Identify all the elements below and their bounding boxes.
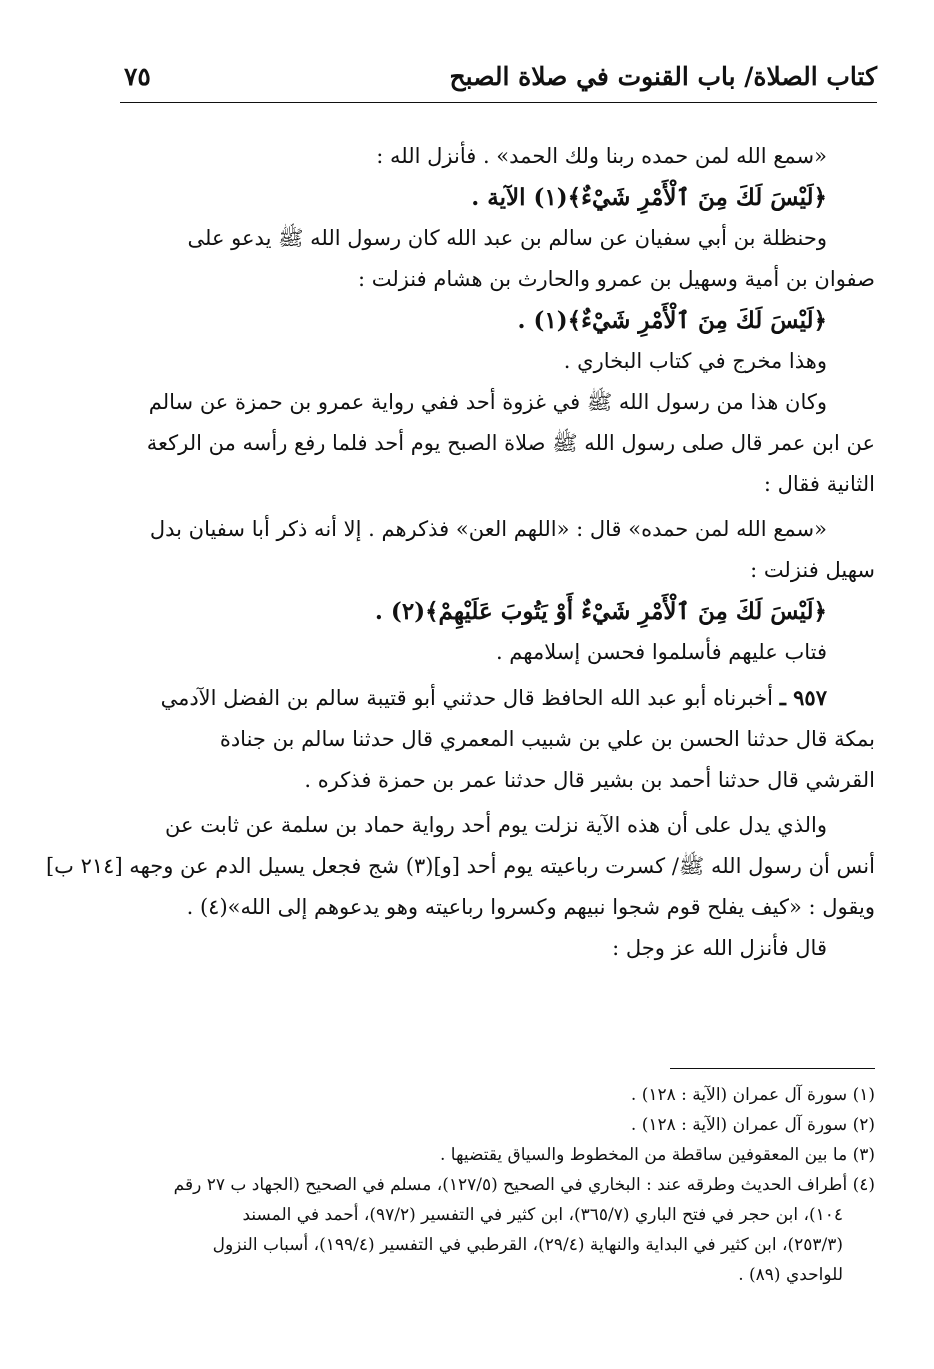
quran-verse: ﴿لَيْسَ لَكَ مِنَ ٱلْأَمْرِ شَيْءٌ﴾(١) . [517,307,827,334]
hadith-number: ٩٥٧ ـ [779,685,827,710]
footnote: (١) سورة آل عمران (الآية : ١٢٨) . [630,1085,875,1105]
quran-verse: ﴿لَيْسَ لَكَ مِنَ ٱلْأَمْرِ شَيْءٌ﴾(١) الآية . [471,184,827,211]
text-line: صفوان بن أمية وسهيل بن عمرو والحارث بن هشام فنزلت : [357,267,875,291]
footnote-continuation: (٢٥٣/٣)، ابن كثير في البداية والنهاية (٢٩/٤)، القرطبي في التفسير (١٩٩/٤)، أسباب النزول [212,1235,843,1255]
text-line: سهيل فنزلت : [750,558,875,582]
page-header [120,62,877,102]
footnote-rule [670,1068,875,1069]
text-line: والذي يدل على أن هذه الآية نزلت يوم أحد رواية حماد بن سلمة عن ثابت عن [165,813,827,837]
text-line: «سمع الله لمن حمده ربنا ولك الحمد» . فأنزل الله : [376,144,827,168]
text-line: أنس أن رسول الله ﷺ/ كسرت رباعيته يوم أحد [و](٣) شج فجعل يسيل الدم عن وجهه [٢١٤ ب] [45,854,875,878]
main-text [45,136,875,969]
text-line: فتاب عليهم فأسلموا فحسن إسلامهم . [495,640,827,664]
text-line: «سمع الله لمن حمده» قال : «اللهم العن» فذكرهم . إلا أنه ذكر أبا سفيان بدل [149,517,827,541]
text-line: الثانية فقال : [763,472,875,496]
footnote: (٢) سورة آل عمران (الآية : ١٢٨) . [630,1115,875,1135]
footnote-continuation: للواحدي (٨٩) . [738,1265,843,1285]
page-number: ٧٥ [124,62,151,91]
running-title: كتاب الصلاة/ باب القنوت في صلاة الصبح [449,62,877,91]
text-line: وحنظلة بن أبي سفيان عن سالم بن عبد الله كان رسول الله ﷺ يدعو على [187,226,827,250]
quran-verse: ﴿لَيْسَ لَكَ مِنَ ٱلْأَمْرِ شَيْءٌ أَوْ يَتُوبَ عَلَيْهِمْ﴾(٢) . [374,598,827,625]
text-line: قال فأنزل الله عز وجل : [612,936,827,960]
text-line: عن ابن عمر قال صلى رسول الله ﷺ صلاة الصبح يوم أحد فلما رفع رأسه من الركعة [146,431,875,455]
hadith-line [130,677,875,719]
footnotes [130,1080,875,1290]
text-line: وهذا مخرج في كتاب البخاري . [563,349,827,373]
footnote: (٣) ما بين المعقوفين ساقطة من المخطوط والسياق يقتضيها . [440,1145,875,1165]
text-line: بمكة قال حدثنا الحسن بن علي بن شبيب المعمري قال حدثنا سالم بن جنادة [219,727,875,751]
text-line: وكان هذا من رسول الله ﷺ في غزوة أحد ففي رواية عمرو بن حمزة عن سالم [148,390,827,414]
footnote: (٤) أطراف الحديث وطرقه عند : البخاري في الصحيح (١٢٧/٥)، مسلم في الصحيح (الجهاد ب ٢٧ رقم [173,1175,875,1195]
text-line: ويقول : «كيف يفلح قوم شجوا نبيهم وكسروا رباعيته وهو يدعوهم إلى الله»(٤) . [186,895,875,919]
hadith-text: أخبرناه أبو عبد الله الحافظ قال حدثني أبو قتيبة سالم بن الفضل الآدمي [160,686,773,710]
footnote-continuation: ١٠٤)، ابن حجر في فتح الباري (٣٦٥/٧)، ابن كثير في التفسير (٩٧/٢)، أحمد في المسند [242,1205,843,1225]
text-line: القرشي قال حدثنا أحمد بن بشير قال حدثنا عمر بن حمزة فذكره . [304,768,875,792]
header-rule [120,102,877,103]
